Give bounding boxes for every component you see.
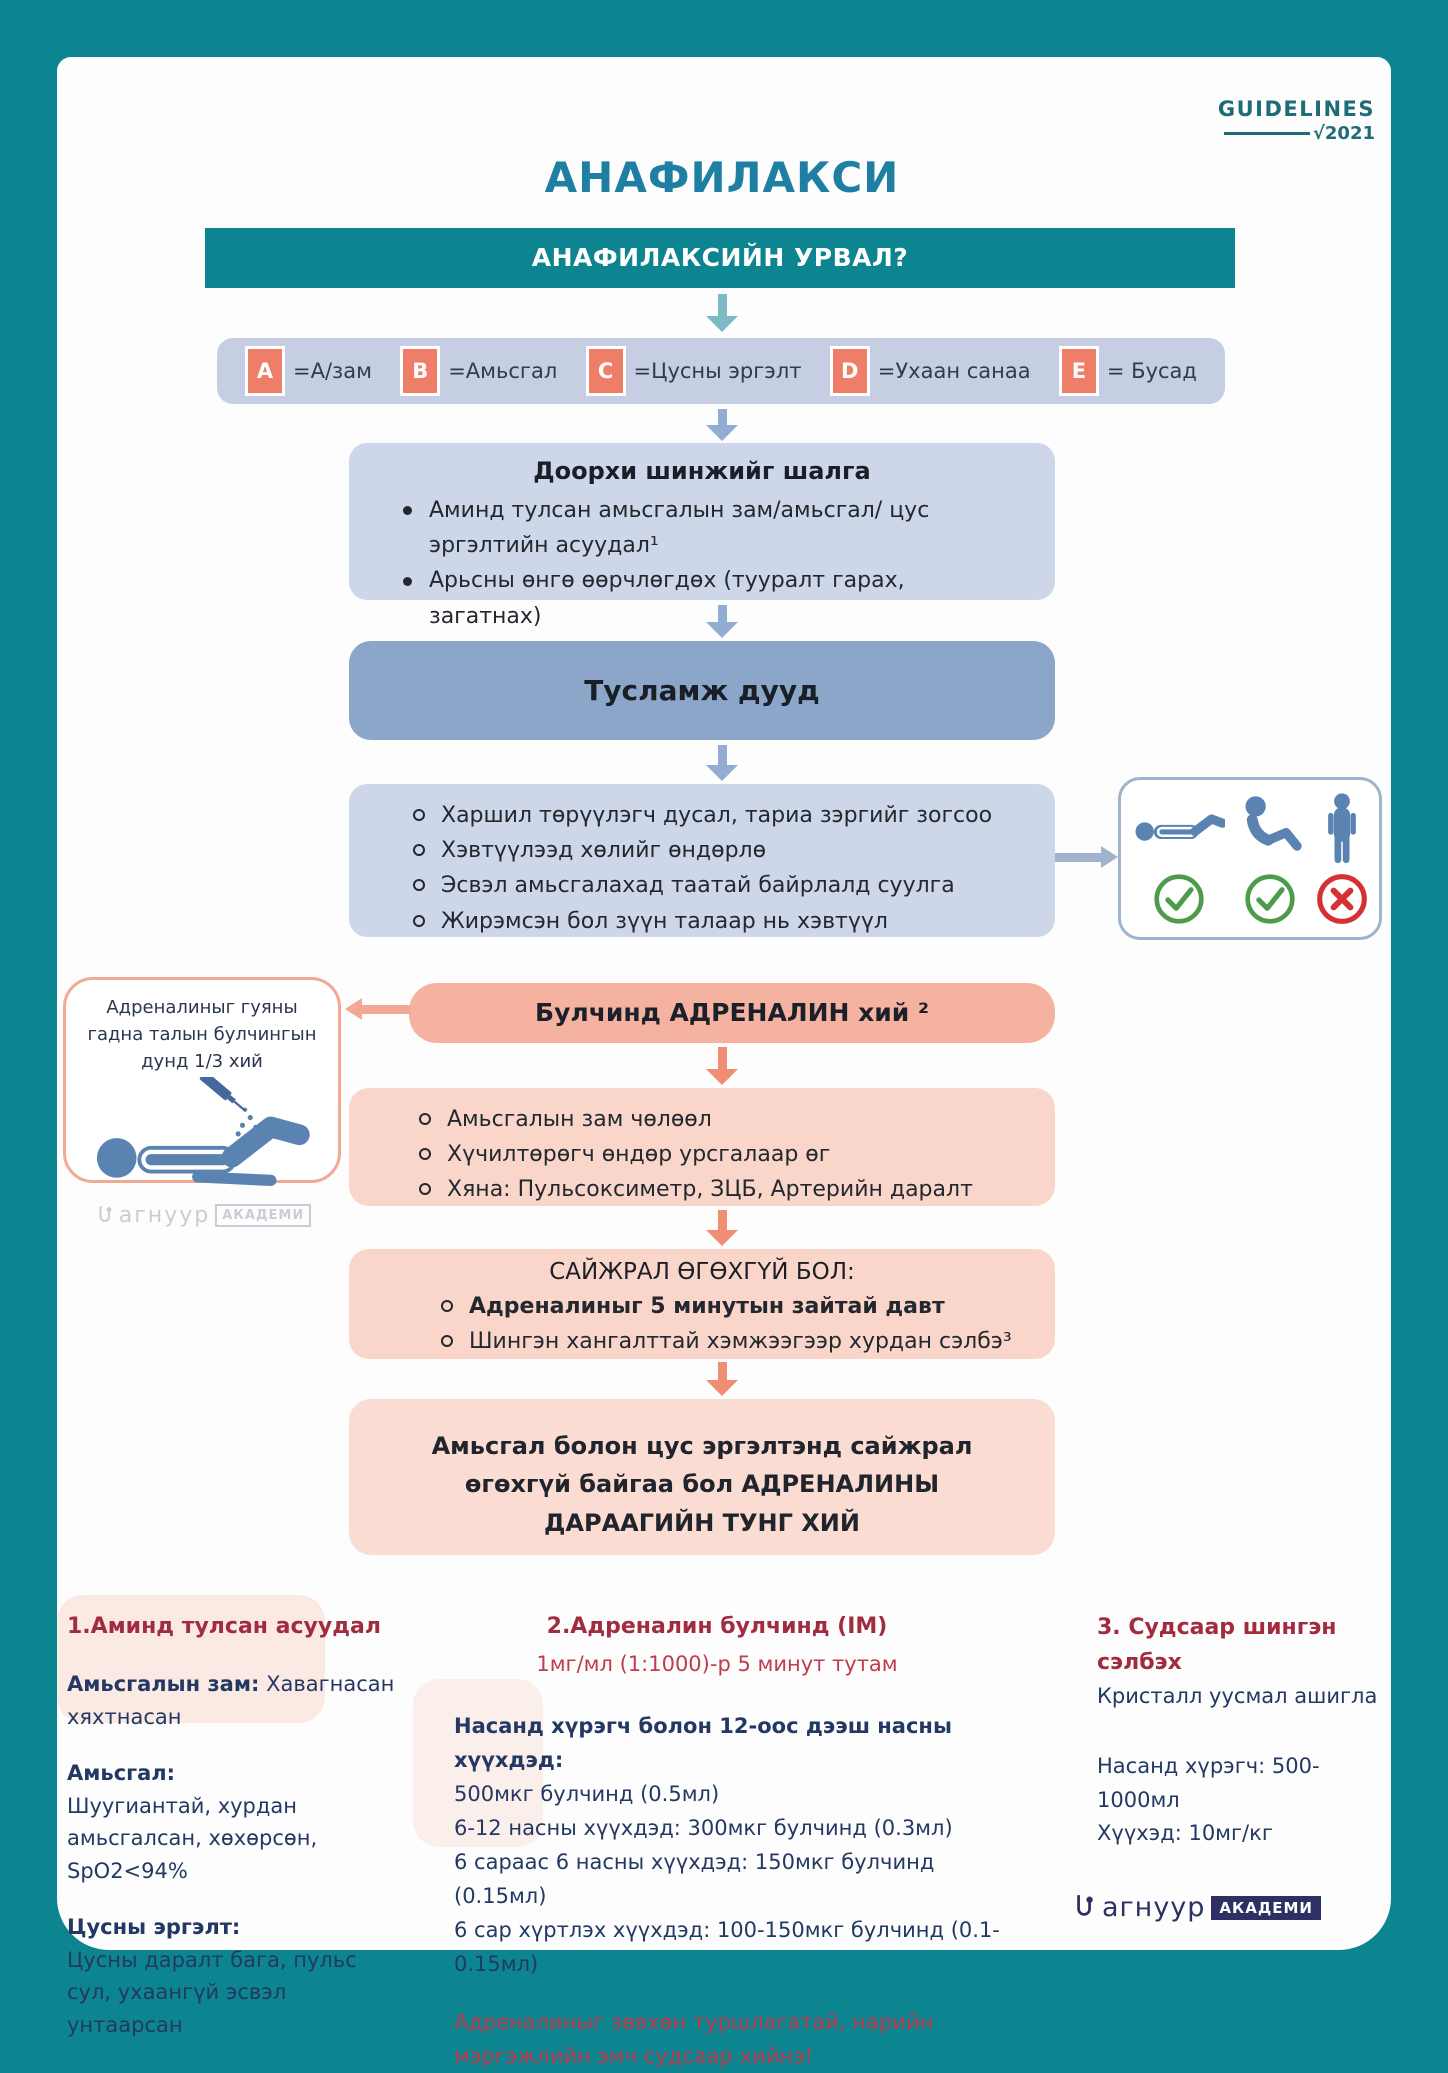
footnote-1-circulation [67, 1911, 405, 2041]
call-help-box: Тусламж дууд [349, 641, 1055, 740]
lying-position-icon [1133, 793, 1225, 855]
guidelines-rule [1224, 132, 1310, 135]
reclining-position-icon [1232, 793, 1308, 857]
breathing-label: Амьсгал: [67, 1761, 176, 1786]
legend-item-b [400, 346, 557, 396]
allowed-check-icon [1244, 873, 1296, 925]
legend-label-c: =Цусны эргэлт [633, 359, 802, 383]
academy-logo [1074, 1892, 1321, 1923]
legend-letter-badge-e: E [1059, 346, 1099, 396]
position-icons-box [1118, 777, 1382, 940]
legend-letter-badge-d: D [830, 346, 870, 396]
footnote-adrenaline-im [412, 1610, 1022, 2073]
positioning-bullet: Хэвтүүлээд хөлийг өндөрлө [407, 833, 1027, 868]
connector-arrow-left [345, 998, 410, 1020]
adrenaline-im-box: Булчинд АДРЕНАЛИН хий ² [409, 983, 1055, 1043]
legend-label-b: =Амьсгал [448, 359, 558, 383]
dose-title: Насанд хүрэгч болон 12-оос дээш насны хүүхдэд: [454, 1713, 952, 1772]
footnote-iv-fluids [1097, 1610, 1389, 1851]
positioning-bullet: Эсвэл амьсгалахад таатай байрлалд суулга [407, 868, 1027, 903]
question-header: АНАФИЛАКСИЙН УРВАЛ? [205, 228, 1235, 288]
down-arrow-7 [706, 1362, 738, 1396]
legend-letter-badge-b: B [400, 346, 440, 396]
position-cell-lying [1133, 793, 1225, 925]
airway-bullet-list [413, 1102, 1027, 1208]
legend-item-e [1059, 346, 1197, 396]
airway-bullet: Хүчилтөрөгч өндөр урсгалаар өг [413, 1137, 1027, 1172]
fluid-adult-dose: Насанд хүрэгч: 500-1000мл [1097, 1753, 1320, 1812]
watermark-academy [87, 1203, 321, 1228]
footnote-1-airway [67, 1668, 405, 1733]
footnote-2-header: 2.Адреналин булчинд (IM) [546, 1614, 888, 1639]
assess-bullet: Арьсны өнгө өөрчлөгдөх (тууралт гарах, загатнах) [395, 563, 1009, 633]
footnote-2-doses [412, 1709, 1022, 2073]
positioning-box [349, 784, 1055, 937]
academy-logo-name: агнуур [1101, 1892, 1206, 1923]
down-arrow-4 [706, 745, 738, 781]
position-cell-reclining [1232, 793, 1308, 925]
iv-warning-text: Адреналиныг зөвхөн туршлагатай, нарийн мэргэжлийн эмч судсаар хийнэ! [454, 2009, 934, 2068]
legend-letter-badge-c: C [586, 346, 626, 396]
abcde-legend [217, 338, 1225, 404]
academy-badge: АКАДЕМИ [1211, 1896, 1321, 1920]
thigh-injection-note-box [63, 977, 341, 1183]
connector-arrow-right [1055, 846, 1118, 868]
circulation-text: Цусны даралт бага, пульс сул, ухаангүй эсвэл унтаарсан [67, 1947, 357, 2038]
dose-line: 6 сар хүртлэх хүүхдэд: 100-150мкг булчинд (0.1-0.15мл) [454, 1917, 1000, 1976]
repeat-dose-box: Амьсгал болон цус эргэлтэнд сайжрал өгөхгүй байгаа бол АДРЕНАЛИНЫ ДАРААГИЙН ТУНГ ХИЙ [349, 1399, 1055, 1555]
airway-bullet: Амьсгалын зам чөлөөл [413, 1102, 1027, 1137]
assess-bullet: Аминд тулсан амьсгалын зам/амьсгал/ цус эргэлтийн асуудал¹ [395, 493, 1009, 563]
guidelines-wordmark: GUIDELINES [1217, 97, 1375, 121]
airway-management-box [349, 1088, 1055, 1206]
airway-label: Амьсгалын зам: [67, 1672, 260, 1697]
footnote-1-breathing [67, 1757, 405, 1887]
syringe-icon [189, 1077, 250, 1116]
injection-site-note: Адреналиныг гуяны гадна талын булчингын дунд 1/3 хий [87, 997, 317, 1072]
dose-line: 500мкг булчинд (0.5мл) [454, 1781, 720, 1806]
footnote-2-subheader: 1мг/мл (1:1000)-р 5 минут тутам [536, 1652, 898, 1677]
airway-text: Хавагнасан хяхтнасан [67, 1672, 395, 1729]
positioning-bullet: Жирэмсэн бол зүүн талаар нь хэвтүүл [407, 904, 1027, 939]
fluid-child-dose: Хүүхэд: 10мг/кг [1097, 1821, 1273, 1846]
legend-item-a [245, 346, 372, 396]
standing-position-icon [1322, 793, 1362, 865]
down-arrow-1 [706, 294, 738, 332]
guidelines-check-glyph: √ [1312, 123, 1325, 144]
legend-label-a: =А/зам [293, 359, 372, 383]
thigh-injection-illustration [82, 1077, 322, 1189]
stethoscope-icon [1074, 1893, 1096, 1923]
airway-bullet: Хяна: Пульсоксиметр, ЗЦБ, Артерийн даралт [413, 1172, 1027, 1207]
footnote-life-threatening [67, 1610, 405, 2042]
fluid-note: Кристалл уусмал ашигла [1097, 1684, 1378, 1709]
down-arrow-5 [706, 1047, 738, 1085]
legend-label-d: =Ухаан санаа [877, 359, 1031, 383]
positioning-bullet: Харшил төрүүлэгч дусал, тариа зэргийг зогсоо [407, 798, 1027, 833]
down-arrow-2 [706, 409, 738, 441]
no-improvement-title: САЙЖРАЛ ӨГӨХГҮЙ БОЛ: [549, 1259, 855, 1285]
allowed-check-icon [1153, 873, 1205, 925]
footnote-3-header: 3. Судсаар шингэн сэлбэх [1097, 1615, 1337, 1676]
legend-label-e: = Бусад [1106, 359, 1197, 383]
footnote-1-header: 1.Аминд тулсан асуудал [67, 1614, 381, 1639]
no-improvement-box [349, 1249, 1055, 1359]
watermark-badge: АКАДЕМИ [215, 1204, 311, 1227]
dose-line: 6-12 насны хүүхдэд: 300мкг булчинд (0.3мл) [454, 1815, 953, 1840]
guidelines-logo [1218, 97, 1375, 144]
legend-letter-badge-a: A [245, 346, 285, 396]
down-arrow-3 [706, 605, 738, 638]
breathing-text: Шуугиантай, хурдан амьсгалсан, хөхөрсөн, SpO2<94% [67, 1793, 318, 1883]
position-cell-standing [1316, 793, 1368, 925]
content-sheet [57, 57, 1391, 2068]
assess-title: Доорхи шинжийг шалга [533, 457, 871, 485]
poster-title: АНАФИЛАКСИ [544, 153, 900, 202]
assess-bullet-list [395, 493, 1009, 634]
dose-line: 6 сараас 6 насны хүүхдэд: 150мкг булчинд (0.15мл) [454, 1849, 935, 1908]
stethoscope-icon [97, 1204, 114, 1228]
guidelines-year: 2021 [1324, 123, 1375, 144]
legend-item-c [586, 346, 802, 396]
no-improvement-bullet-bold: Адреналиныг 5 минутын зайтай давт [435, 1289, 1055, 1324]
circulation-label: Цусны эргэлт: [67, 1915, 241, 1940]
no-improvement-bullet: Шингэн хангалттай хэмжээгээр хурдан сэлбэ³ [435, 1324, 1055, 1359]
legend-item-d [830, 346, 1031, 396]
no-improvement-bullet-list [349, 1289, 1055, 1359]
down-arrow-6 [706, 1210, 738, 1246]
fluid-doses [1097, 1750, 1389, 1851]
forbidden-cross-icon [1316, 873, 1368, 925]
watermark-name: агнуур [118, 1203, 211, 1228]
guidelines-year-row [1218, 123, 1375, 144]
assess-box [349, 443, 1055, 629]
positioning-bullet-list [407, 798, 1027, 939]
